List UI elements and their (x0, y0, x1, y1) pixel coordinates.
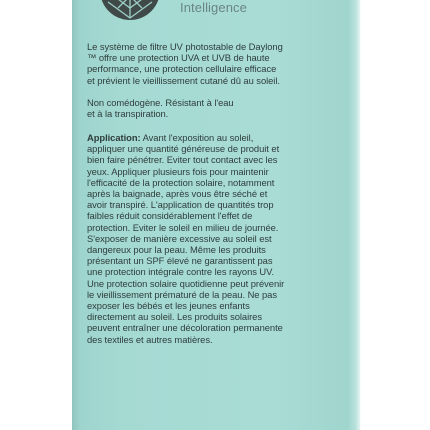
intro-paragraph (87, 41, 349, 86)
application-line: yeux. Appliquer plusieurs fois pour maintenir (87, 165, 269, 177)
intro-line: performance, une protection cellulaire efficace (87, 63, 277, 75)
application-line: faibles réduit considérablement l'effet de (87, 210, 253, 222)
application-line: le vieillissement prématuré de la peau. Ne pas (87, 288, 277, 300)
application-line: protection. Eviter le soleil en milieu de journée. (87, 221, 279, 233)
application-line: exposer les bébés et les jeunes enfants (87, 300, 250, 312)
application-line: directement au soleil. Les produits solaires (87, 311, 262, 323)
application-line: dangereux pour la peau. Même les produits (87, 244, 266, 256)
box-right-edge (348, 0, 362, 430)
application-label: Application: (87, 132, 141, 143)
application-line: avoir transpiré. L'application de quantités trop (87, 199, 274, 211)
application-line: l'efficacité de la protection solaire, notamment (87, 176, 275, 188)
application-line: présentant un SPF élevé ne garantissent pas (87, 255, 273, 267)
properties-line: et à la transpiration. (87, 108, 169, 120)
application-line: bien faire pénétrer. Eviter tout contact avec les (87, 154, 278, 166)
brand-logo-icon (98, 0, 162, 24)
intro-line: ™ offre une protection UVA et UVB de haute (87, 52, 270, 64)
application-line: S'exposer de manière excessive au soleil est (87, 232, 272, 244)
brand-wordmark: Intelligence (180, 0, 247, 15)
application-first-line (87, 132, 349, 143)
properties-line: Non comédogène. Résistant à l'eau (87, 97, 234, 108)
application-line: une protection intégrale contre les rayons UV. (87, 266, 275, 278)
intro-line: Le système de filtre UV photostable de Daylong (87, 41, 283, 52)
application-line: peuvent entraîner une décoloration permanente (87, 322, 283, 334)
application-first-line-text: Avant l'exposition au soleil, (140, 132, 254, 143)
application-paragraph (87, 132, 349, 345)
application-line: après la baignade, après vous être séché et (87, 188, 268, 200)
application-line: des textiles et autres matières. (87, 333, 213, 345)
box-left-shadow (72, 0, 80, 430)
properties-paragraph (87, 97, 349, 119)
application-line: appliquer une quantité généreuse de produit et (87, 143, 280, 155)
application-line: Une protection solaire quotidienne peut prévenir (87, 277, 285, 289)
intro-line: et prévient le vieillissement cutané dû au soleil. (87, 74, 280, 86)
